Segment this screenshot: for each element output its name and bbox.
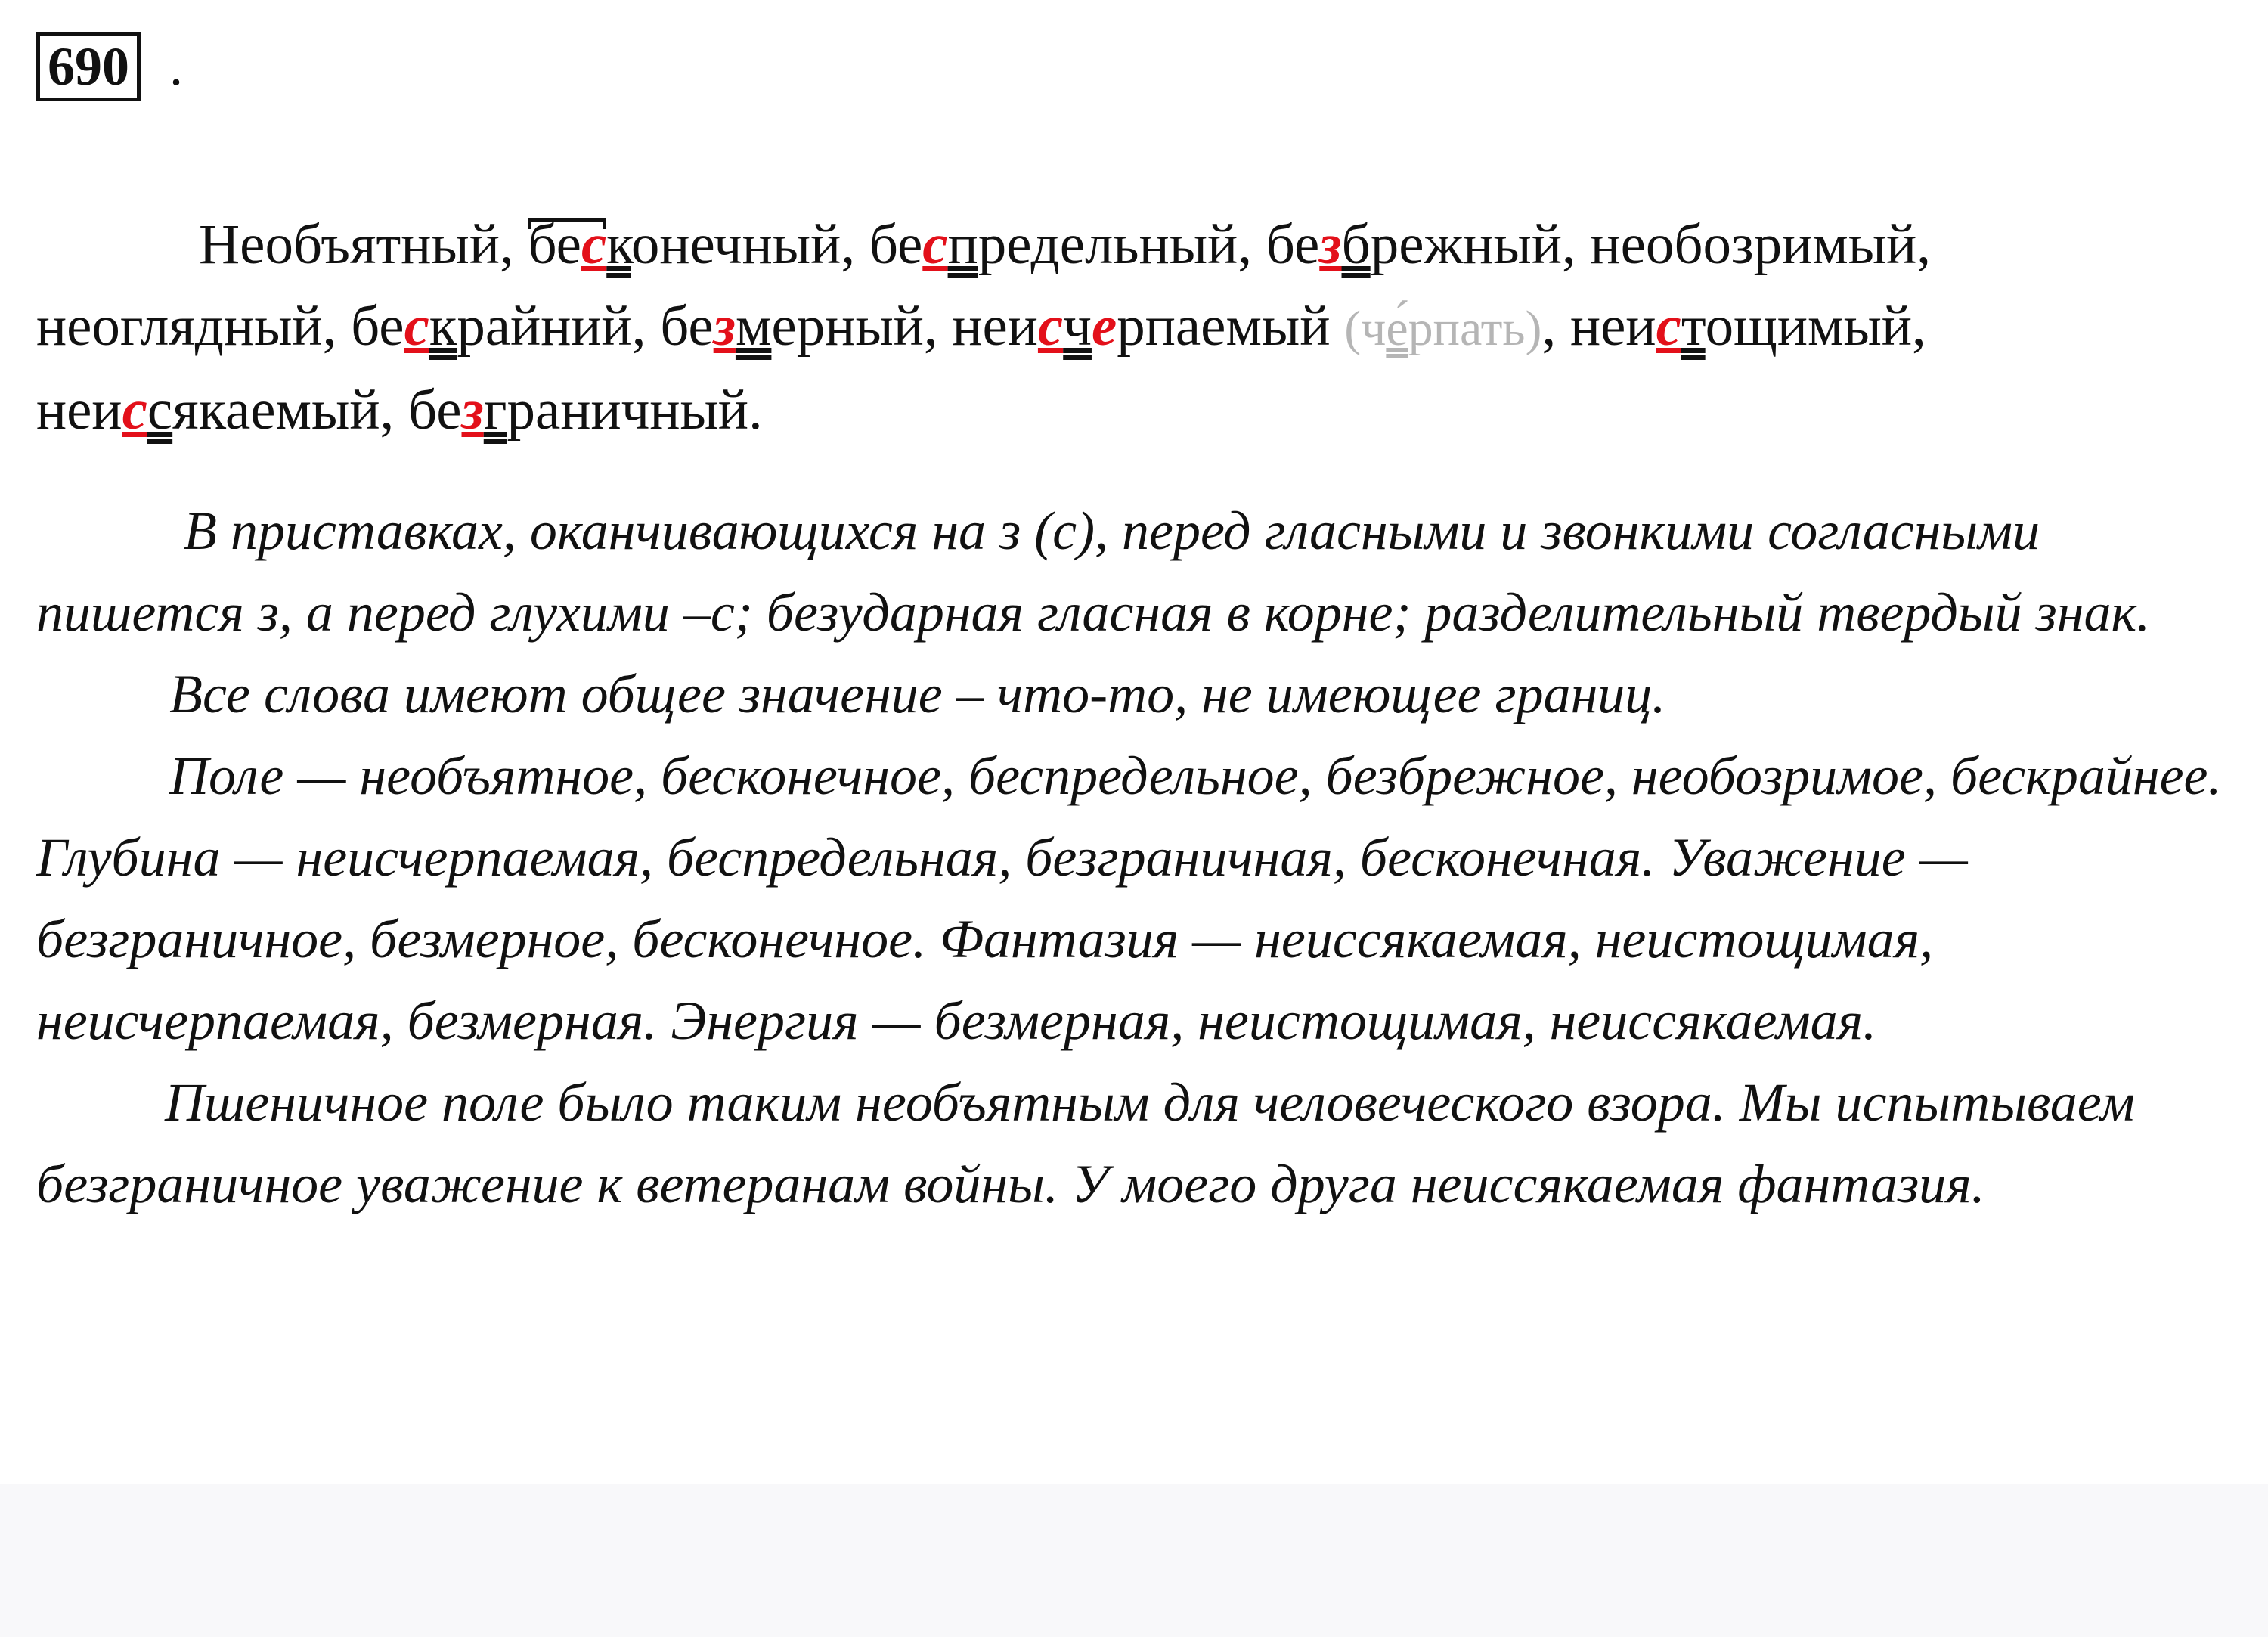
rule-paragraph: В приставках, оканчивающихся на з (с), перед гласными и звонкими согласными пишется з, а перед глухими –с; безударная гласная в корне; разделительный твердый знак.	[36, 501, 2151, 643]
exercise-number-dot: .	[169, 36, 183, 97]
meaning-paragraph: Все слова имеют общее значение – что-то, не имеющее границ.	[169, 664, 1666, 724]
verification-word: (че́рпать)	[1344, 301, 1542, 356]
answer-words	[36, 204, 2244, 451]
explanation-block	[36, 490, 2244, 1225]
answer-paragraph: Необъятный, бесконечный, беспредельный, безбрежный, необозримый, неоглядный, бескрайний, безмерный, неисчерпаемый (че́рпать), неистощимый, неиссякаемый, безграничный.	[36, 213, 1932, 442]
examples-paragraph: Поле — необъятное, бесконечное, беспредельное, безбрежное, необозримое, бескрайнее. Глубина — неисчерпаемая, беспредельная, безграничная, бесконечная. Уважение — безграничное, безмерное, бесконечное. Фантазия — неиссякаемая, неистощимая, неисчерпаемая, безмерная. Энергия — безмерная, неистощимая, неиссякаемая.	[36, 746, 2222, 1051]
exercise-number: 690	[36, 32, 141, 101]
sentences-paragraph: Пшеничное поле было таким необъятным для человеческого взора. Мы испытываем безграничное уважение к ветеранам войны. У моего друга неиссякаемая фантазия.	[36, 1072, 2135, 1214]
blank-footer-area	[0, 1484, 2268, 1637]
prefix-mark: бес	[528, 213, 607, 276]
